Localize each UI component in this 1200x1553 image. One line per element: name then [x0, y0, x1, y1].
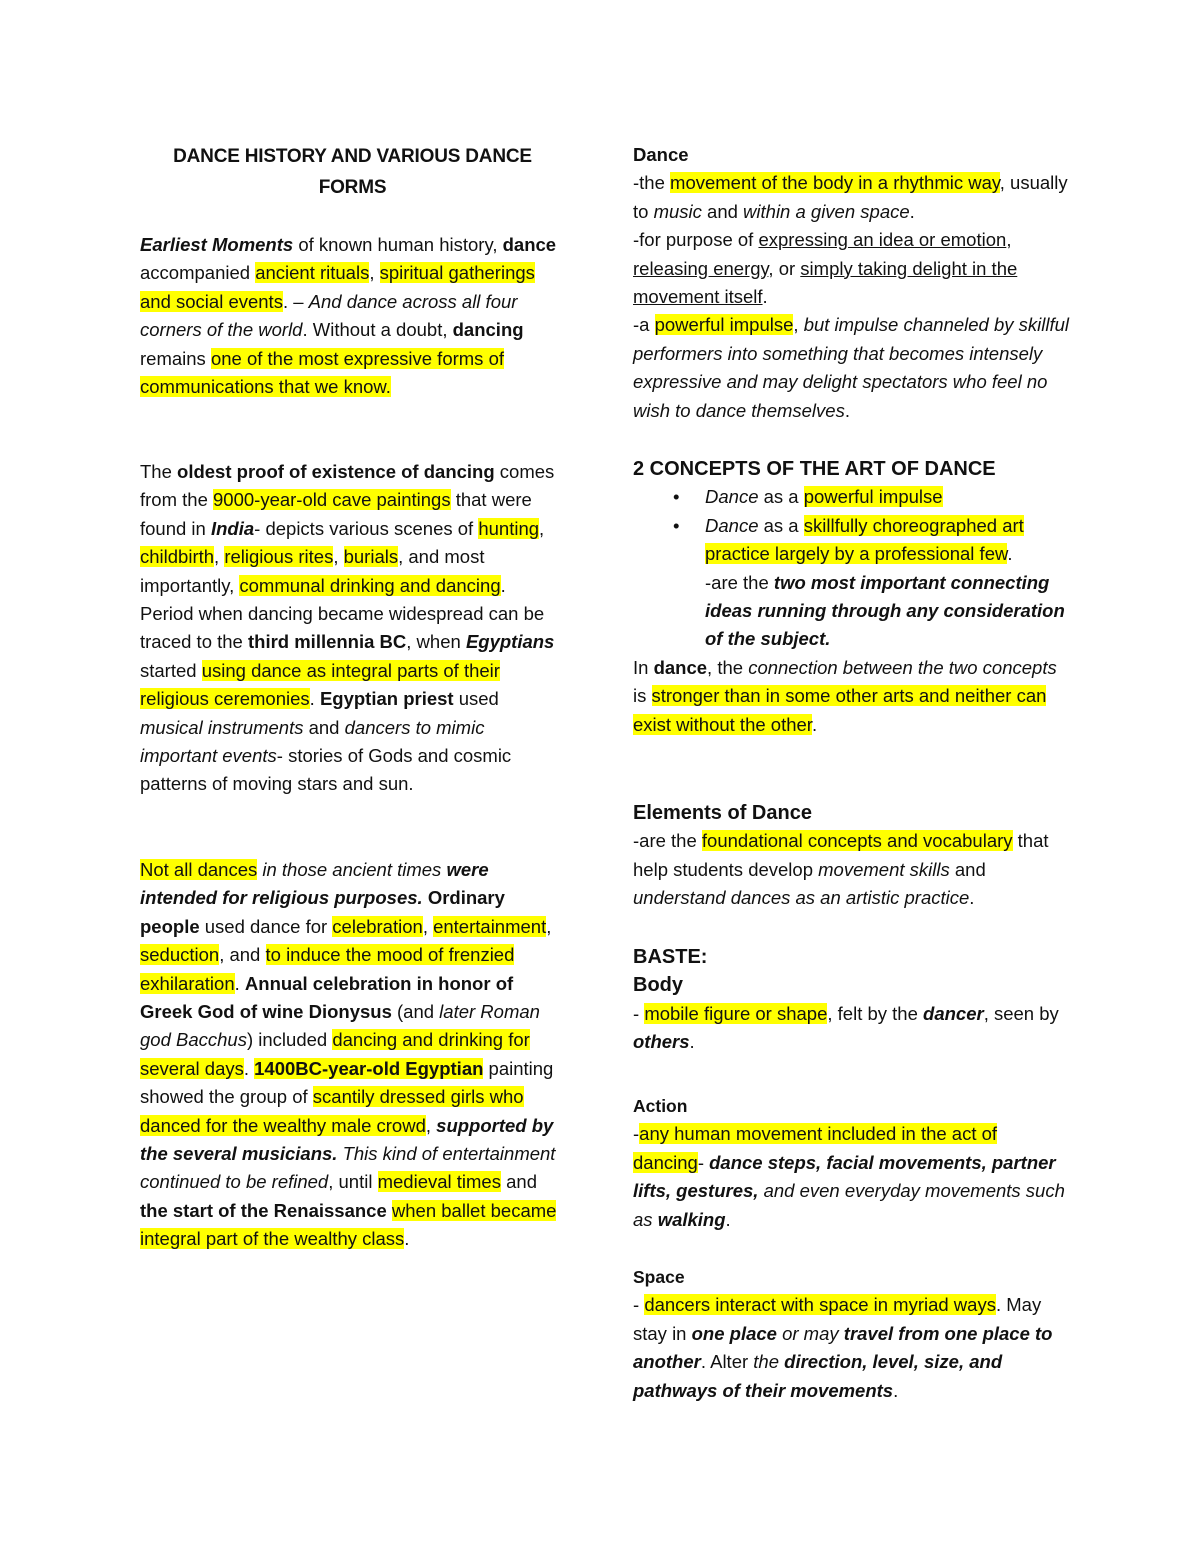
body-definition: - mobile figure or shape, felt by the dancer, seen by others. [633, 1002, 1059, 1053]
list-item: • Dance as a powerful impulse [633, 483, 1073, 511]
bullet-icon: • [673, 486, 680, 508]
concepts-heading: 2 CONCEPTS OF THE ART OF DANCE [633, 458, 996, 480]
space-section [633, 1263, 1073, 1405]
paragraph-oldest-proof: The oldest proof of existence of dancing comes from the 9000-year-old cave paintings that were found in India- depicts various scenes of hunting, childbirth, religious rites, burials, and most importantly, communal drinking and dancing. Period when dancing became widespread can be traced to the third millennia BC, when Egyptians started using dance as integral parts of their religious ceremonies. Egyptian priest used musical instruments and dancers to mimic important events- stories of Gods and cosmic patterns of moving stars and sun. [140, 461, 555, 795]
body-heading: Body [633, 974, 683, 997]
concepts-section [633, 455, 1073, 739]
page-title: DANCE HISTORY AND VARIOUS DANCE FORMS [173, 146, 532, 198]
concepts-list [633, 483, 1073, 568]
concepts-note: -are the two most important connecting ideas running through any consideration of the subject. [705, 571, 1065, 650]
paragraph-not-all-dances: Not all dances in those ancient times were intended for religious purposes. Ordinary people used dance for celebration, entertainment, seduction, and to induce the mood of frenzied exhilaration. Annual celebration in honor of Greek God of wine Dionysus (and later Roman god Bacchus) included dancing and drinking for several days. 1400BC-year-old Egyptian painting showed the group of scantily dressed girls who danced for the wealthy male crowd, supported by the several musicians. This kind of entertainment continued to be refined, until medieval times and the start of the Renaissance when ballet became integral part of the wealthy class. [140, 859, 557, 1250]
baste-heading: BASTE: [633, 946, 708, 968]
list-item: • Dance as a skillfully choreographed art practice largely by a professional few. [633, 512, 1073, 569]
elements-definition: -are the foundational concepts and vocabulary that help students develop movement skills and understand dances as an artistic practice. [633, 830, 1049, 909]
elements-heading: Elements of Dance [633, 802, 812, 824]
dance-definition-3: -a powerful impulse, but impulse channeled by skillful performers into something that becomes intensely expressive and may delight spectators who feel no wish to dance themselves. [633, 314, 1070, 421]
dance-heading: Dance [633, 144, 689, 165]
dance-definition-2: -for purpose of expressing an idea or emotion, releasing energy, or simply taking delight in the movement itself. [633, 229, 1018, 308]
baste-section [633, 943, 1073, 1057]
space-heading: Space [633, 1267, 685, 1287]
action-section [633, 1092, 1073, 1234]
bullet-icon: • [673, 514, 680, 536]
concepts-connection: In dance, the connection between the two concepts is stronger than in some other arts and neither can exist without the other. [633, 656, 1057, 735]
action-definition: -any human movement included in the act of dancing- dance steps, facial movements, partner lifts, gestures, and even everyday movements such as walking. [633, 1123, 1065, 1230]
action-heading: Action [633, 1096, 688, 1116]
elements-section [633, 799, 1073, 913]
dance-definition-1: -the movement of the body in a rhythmic way, usually to music and within a given space. [633, 172, 1068, 222]
dance-definition-section [633, 141, 1073, 425]
space-definition: - dancers interact with space in myriad ways. May stay in one place or may travel from one place to another. Alter the direction, level, size, and pathways of their movements. [633, 1294, 1053, 1401]
paragraph-earliest-moments: Earliest Moments of known human history, dance accompanied ancient rituals, spiritual gatherings and social events. – And dance across all four corners of the world. Without a doubt, dancing remains one of the most expressive forms of communications that we know. [140, 234, 557, 398]
